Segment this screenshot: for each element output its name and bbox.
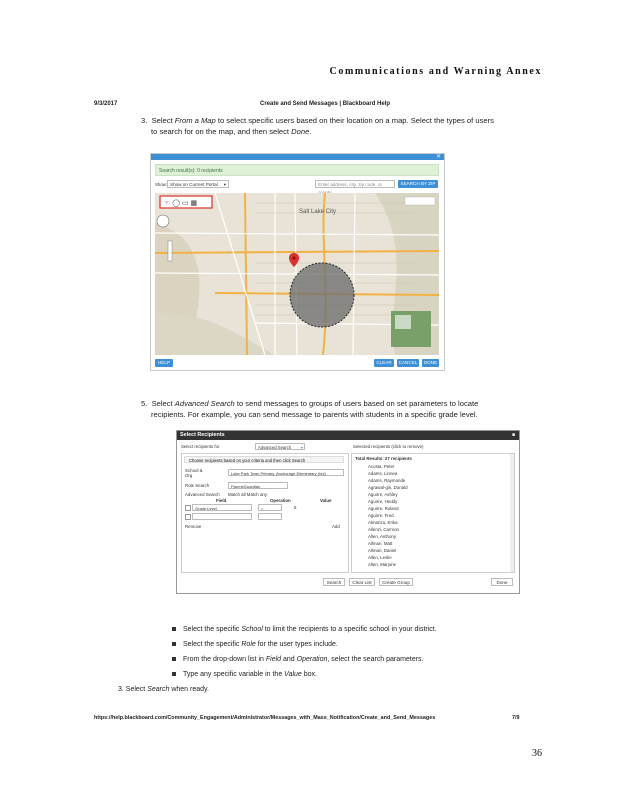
map-area[interactable] — [155, 193, 439, 355]
step-advanced-search: 5. Select Advanced Search to send messages to groups of users based on set parameters to locate recipients. For example, you can send message to parents with students in a specific grade level. — [141, 399, 479, 419]
cancel-button[interactable]: CANCEL — [398, 360, 418, 365]
bullet-item: Select the specific Role for the user types include. — [172, 637, 437, 652]
selected-recipients-label: Selected recipients (click to remove) — [353, 444, 424, 449]
step-number: 5. — [141, 399, 148, 408]
recipient-list-item[interactable]: Adams, Linnea — [368, 471, 398, 476]
search-row-label: Advanced Search — [185, 492, 220, 497]
col-operation: Operation — [270, 498, 291, 503]
row-checkbox[interactable] — [185, 514, 191, 520]
dialog-title-bar — [151, 154, 444, 160]
recipient-list-item[interactable]: Allman, Daniel — [368, 548, 397, 553]
chevron-down-icon: ▾ — [223, 182, 226, 187]
recipient-list-item[interactable]: Allman, Matt — [368, 541, 393, 546]
result-count: Total Results: 27 recipients — [355, 456, 412, 461]
step-from-map: 3. Select From a Map to select specific users based on their location on a map. Select the types of users to search for on the map, and then select Done. — [141, 116, 494, 136]
clear-list-button[interactable]: Clear List — [349, 578, 375, 586]
list-scrollbar[interactable] — [510, 454, 514, 572]
recipient-mode-select[interactable]: Advanced Search ▾ — [255, 443, 305, 450]
map-search-screenshot — [150, 153, 445, 371]
search-by-zip-button[interactable]: SEARCH BY ZIP — [398, 180, 438, 188]
bullet-item: From the drop-down list in Field and Operation, select the search parameters. — [172, 652, 437, 667]
recipient-list-item[interactable]: Allen, Marjorie — [368, 562, 397, 567]
print-date: 9/3/2017 — [94, 101, 118, 107]
create-group-button[interactable]: Create Group — [379, 578, 413, 586]
recipient-list[interactable] — [351, 453, 515, 573]
address-search-input[interactable]: Enter address, city, zip code, or — [315, 180, 395, 188]
remove-link[interactable]: Remove — [185, 524, 202, 529]
map-svg — [155, 193, 439, 355]
step-number: 3. — [141, 116, 148, 125]
col-value: Value — [320, 498, 332, 503]
done-button[interactable]: Done — [491, 578, 513, 586]
recipient-list-item[interactable]: Aguirre, Roland — [368, 506, 399, 511]
dialog-title: Select Recipients ■ — [177, 431, 519, 440]
help-button[interactable]: HELP — [155, 359, 173, 367]
search-button[interactable]: Search — [323, 578, 345, 586]
field-select[interactable] — [192, 513, 252, 520]
recipient-list-item[interactable]: Allen, Leslie — [368, 555, 392, 560]
match-options[interactable]: Match all Match any — [228, 492, 268, 497]
annex-title: Communications and Warning Annex — [329, 66, 542, 77]
close-icon[interactable]: ✕ — [435, 154, 441, 160]
print-footer-url: https://help.blackboard.com/Community_Engagement/Administrator/Messages_with_Mass_Notification/Create_and_Send_Messages — [94, 715, 436, 721]
add-link[interactable]: Add — [332, 524, 340, 529]
recipient-list-item[interactable]: Aguirre, Ashley — [368, 492, 398, 497]
criteria-panel — [181, 453, 349, 573]
show-label: Show: — [155, 182, 168, 187]
recipient-list-item[interactable]: Adams, Raymonde — [368, 478, 406, 483]
school-label: School & Org — [185, 468, 203, 478]
col-field: Field — [216, 498, 227, 503]
map-toolbar — [155, 180, 439, 190]
recipient-list-item[interactable]: Agrawal-gin, Donald — [368, 485, 408, 490]
recipient-list-item[interactable]: Almanza, Erika — [368, 520, 398, 525]
clear-button[interactable]: CLEAR — [374, 359, 394, 367]
recipient-list-item[interactable]: Aguirre, Fred — [368, 513, 394, 518]
select-recipients-screenshot — [176, 430, 520, 594]
role-label: Role Search — [185, 483, 210, 488]
svg-text:☜ ◯ ▭ ▦: ☜ ◯ ▭ ▦ — [164, 200, 198, 207]
done-button[interactable]: DONE — [423, 360, 438, 365]
bullet-item: Select the specific School to limit the recipients to a specific school in your district. — [172, 622, 437, 637]
value-input[interactable]: 5 — [294, 505, 297, 510]
final-step: 3. Select Search when ready. — [118, 686, 209, 693]
operation-select[interactable] — [258, 513, 282, 520]
dialog-footer — [177, 575, 519, 589]
role-select[interactable]: Parent/Guardian — [228, 482, 288, 489]
criteria-notice: Choose recipients based on your criteria and then click Search — [184, 456, 344, 463]
show-select[interactable]: Show on Current Portal ▾ — [167, 180, 229, 188]
recipient-list-item[interactable]: Acosta, Peter — [368, 464, 395, 469]
bullet-item: Type any specific variable in the Value box. — [172, 667, 437, 682]
field-select[interactable]: Grade Level — [192, 504, 252, 511]
school-select[interactable]: Lake Park Town Primary, Anchorage Elementary (hid) — [228, 469, 344, 476]
recipient-list-item[interactable]: Allenzi, Camron — [368, 527, 399, 532]
recipient-list-item[interactable]: Aguirre, Heddy — [368, 499, 398, 504]
result-notice: Search result(s): 0 recipients — [155, 164, 439, 176]
recipient-list-item[interactable]: Allen, Anthony — [368, 534, 397, 539]
print-footer-page: 7/9 — [512, 715, 520, 721]
map-footer — [155, 357, 439, 368]
print-title: Create and Send Messages | Blackboard Help — [260, 101, 391, 107]
select-for-label: Select recipients for — [181, 444, 220, 449]
page-number: 36 — [532, 748, 542, 759]
row-checkbox[interactable] — [185, 505, 191, 511]
instruction-bullets — [172, 622, 437, 682]
chevron-down-icon: ▾ — [300, 445, 303, 450]
city-label: Salt Lake City — [299, 209, 337, 215]
operation-select[interactable]: = — [258, 504, 282, 511]
close-icon[interactable]: ■ — [511, 432, 515, 438]
